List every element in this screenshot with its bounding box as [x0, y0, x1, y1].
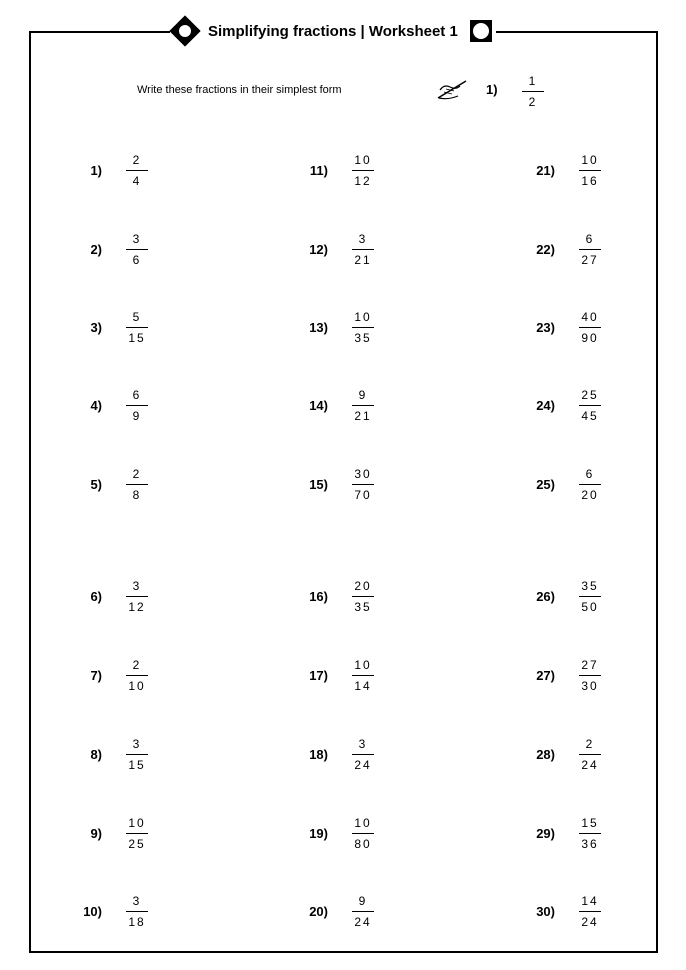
fraction-bar	[352, 484, 374, 485]
denominator: 24	[354, 915, 372, 929]
problem-number: 13)	[309, 320, 328, 335]
fraction-bar	[579, 484, 601, 485]
problem-number: 17)	[309, 668, 328, 683]
problem-number: 5)	[90, 477, 102, 492]
denominator: 90	[581, 331, 599, 345]
problem-item	[511, 152, 631, 196]
numerator: 5	[132, 310, 142, 324]
problem-item	[58, 152, 178, 196]
fraction-bar	[579, 754, 601, 755]
diamond-icon	[169, 15, 200, 46]
problem-item	[284, 231, 404, 275]
instruction-text: Write these fractions in their simplest form	[137, 84, 342, 96]
fraction-bar	[579, 405, 601, 406]
fraction-bar	[126, 249, 148, 250]
fraction	[350, 309, 376, 347]
problem-number: 1)	[90, 163, 102, 178]
fraction	[124, 893, 150, 931]
problem-item	[511, 657, 631, 701]
problem-item	[58, 815, 178, 859]
denominator: 4	[132, 174, 142, 188]
numerator: 2	[132, 153, 142, 167]
numerator: 10	[354, 310, 372, 324]
problem-number: 16)	[309, 589, 328, 604]
fraction	[124, 387, 150, 425]
problem-item	[284, 466, 404, 510]
denominator: 35	[354, 600, 372, 614]
problem-item	[284, 152, 404, 196]
problem-number: 7)	[90, 668, 102, 683]
problem-item	[511, 815, 631, 859]
fraction	[350, 893, 376, 931]
problem-number: 18)	[309, 747, 328, 762]
problem-number: 14)	[309, 398, 328, 413]
numerator: 30	[354, 467, 372, 481]
problem-item	[58, 893, 178, 937]
fraction	[350, 578, 376, 616]
denominator: 45	[581, 409, 599, 423]
fraction	[577, 231, 603, 269]
numerator: 10	[354, 816, 372, 830]
problem-number: 15)	[309, 477, 328, 492]
fraction-bar	[579, 911, 601, 912]
denominator: 20	[581, 488, 599, 502]
fraction	[350, 736, 376, 774]
fraction	[124, 309, 150, 347]
denominator: 14	[354, 679, 372, 693]
problem-item	[58, 466, 178, 510]
numerator: 15	[581, 816, 599, 830]
numerator: 10	[581, 153, 599, 167]
numerator: 3	[358, 737, 368, 751]
denominator: 12	[128, 600, 146, 614]
problem-item	[511, 309, 631, 353]
pencil-icon	[436, 78, 470, 102]
problem-item	[511, 893, 631, 937]
fraction	[577, 736, 603, 774]
fraction-bar	[579, 596, 601, 597]
numerator: 35	[581, 579, 599, 593]
title-bar	[170, 14, 496, 48]
square-icon	[470, 20, 492, 42]
fraction	[124, 152, 150, 190]
numerator: 6	[132, 388, 142, 402]
fraction	[124, 231, 150, 269]
problem-item	[58, 231, 178, 275]
numerator: 20	[354, 579, 372, 593]
numerator: 27	[581, 658, 599, 672]
fraction	[350, 231, 376, 269]
denominator: 80	[354, 837, 372, 851]
problem-number: 12)	[309, 242, 328, 257]
problem-item	[511, 231, 631, 275]
denominator: 16	[581, 174, 599, 188]
problem-number: 27)	[536, 668, 555, 683]
denominator: 24	[581, 758, 599, 772]
numerator: 2	[132, 658, 142, 672]
fraction	[350, 466, 376, 504]
fraction-bar	[352, 675, 374, 676]
numerator: 3	[358, 232, 368, 246]
problem-item	[511, 387, 631, 431]
denominator: 36	[581, 837, 599, 851]
numerator: 6	[585, 232, 595, 246]
fraction	[350, 815, 376, 853]
problem-number: 11)	[309, 163, 328, 178]
problem-number: 25)	[536, 477, 555, 492]
problem-item	[58, 387, 178, 431]
fraction	[124, 578, 150, 616]
problem-number: 22)	[536, 242, 555, 257]
fraction-bar	[579, 327, 601, 328]
example-fraction	[520, 73, 546, 111]
numerator: 25	[581, 388, 599, 402]
problem-item	[284, 309, 404, 353]
denominator: 12	[354, 174, 372, 188]
fraction-bar	[126, 170, 148, 171]
fraction-bar	[126, 754, 148, 755]
numerator: 3	[132, 737, 142, 751]
fraction	[577, 815, 603, 853]
denominator: 35	[354, 331, 372, 345]
fraction	[124, 466, 150, 504]
fraction-bar	[126, 911, 148, 912]
problem-item	[284, 815, 404, 859]
numerator: 9	[358, 894, 368, 908]
fraction-bar	[126, 596, 148, 597]
fraction-bar	[126, 833, 148, 834]
fraction	[577, 466, 603, 504]
denominator: 21	[354, 253, 372, 267]
problem-number: 19)	[309, 826, 328, 841]
problem-number: 24)	[536, 398, 555, 413]
fraction-bar	[352, 596, 374, 597]
denominator: 9	[132, 409, 142, 423]
fraction	[577, 309, 603, 347]
denominator: 15	[128, 331, 146, 345]
fraction-bar	[352, 833, 374, 834]
problem-item	[58, 578, 178, 622]
denominator: 24	[354, 758, 372, 772]
fraction-bar	[579, 249, 601, 250]
numerator: 2	[585, 737, 595, 751]
fraction	[577, 657, 603, 695]
problem-number: 3)	[90, 320, 102, 335]
fraction	[350, 152, 376, 190]
problem-item	[58, 309, 178, 353]
example-denominator: 2	[528, 95, 538, 109]
problem-item	[58, 657, 178, 701]
problem-number: 21)	[536, 163, 555, 178]
problem-item	[511, 736, 631, 780]
problem-number: 8)	[90, 747, 102, 762]
example-numerator: 1	[528, 74, 538, 88]
numerator: 40	[581, 310, 599, 324]
fraction	[124, 815, 150, 853]
problem-item	[284, 578, 404, 622]
problem-number: 4)	[90, 398, 102, 413]
numerator: 10	[354, 658, 372, 672]
numerator: 3	[132, 579, 142, 593]
fraction-bar	[352, 405, 374, 406]
denominator: 50	[581, 600, 599, 614]
fraction-bar	[126, 405, 148, 406]
numerator: 10	[128, 816, 146, 830]
fraction-bar	[126, 327, 148, 328]
fraction-bar	[126, 675, 148, 676]
fraction-bar	[352, 327, 374, 328]
denominator: 15	[128, 758, 146, 772]
denominator: 25	[128, 837, 146, 851]
numerator: 9	[358, 388, 368, 402]
fraction-bar	[579, 675, 601, 676]
problem-number: 9)	[90, 826, 102, 841]
fraction-bar	[352, 170, 374, 171]
denominator: 70	[354, 488, 372, 502]
problem-item	[284, 893, 404, 937]
numerator: 2	[132, 467, 142, 481]
fraction-bar	[352, 249, 374, 250]
problem-item	[284, 736, 404, 780]
problem-number: 29)	[536, 826, 555, 841]
denominator: 21	[354, 409, 372, 423]
problem-number: 20)	[309, 904, 328, 919]
example-number: 1)	[486, 82, 498, 97]
fraction-bar	[352, 911, 374, 912]
numerator: 3	[132, 894, 142, 908]
problem-number: 30)	[536, 904, 555, 919]
problem-number: 23)	[536, 320, 555, 335]
problem-number: 28)	[536, 747, 555, 762]
fraction	[350, 657, 376, 695]
denominator: 18	[128, 915, 146, 929]
problem-number: 6)	[90, 589, 102, 604]
denominator: 10	[128, 679, 146, 693]
problem-number: 10)	[83, 904, 102, 919]
fraction	[577, 893, 603, 931]
fraction-bar	[126, 484, 148, 485]
fraction	[577, 152, 603, 190]
fraction-bar	[579, 833, 601, 834]
fraction	[577, 387, 603, 425]
problem-number: 26)	[536, 589, 555, 604]
problem-item	[511, 466, 631, 510]
problem-item	[284, 387, 404, 431]
problem-number: 2)	[90, 242, 102, 257]
numerator: 10	[354, 153, 372, 167]
fraction	[350, 387, 376, 425]
fraction-bar	[579, 170, 601, 171]
numerator: 6	[585, 467, 595, 481]
fraction	[577, 578, 603, 616]
denominator: 30	[581, 679, 599, 693]
numerator: 14	[581, 894, 599, 908]
denominator: 24	[581, 915, 599, 929]
numerator: 3	[132, 232, 142, 246]
fraction-bar	[352, 754, 374, 755]
problem-item	[58, 736, 178, 780]
denominator: 8	[132, 488, 142, 502]
fraction	[124, 736, 150, 774]
fraction	[124, 657, 150, 695]
denominator: 6	[132, 253, 142, 267]
denominator: 27	[581, 253, 599, 267]
problem-item	[511, 578, 631, 622]
problem-item	[284, 657, 404, 701]
worksheet-title: Simplifying fractions | Worksheet 1	[208, 22, 458, 40]
